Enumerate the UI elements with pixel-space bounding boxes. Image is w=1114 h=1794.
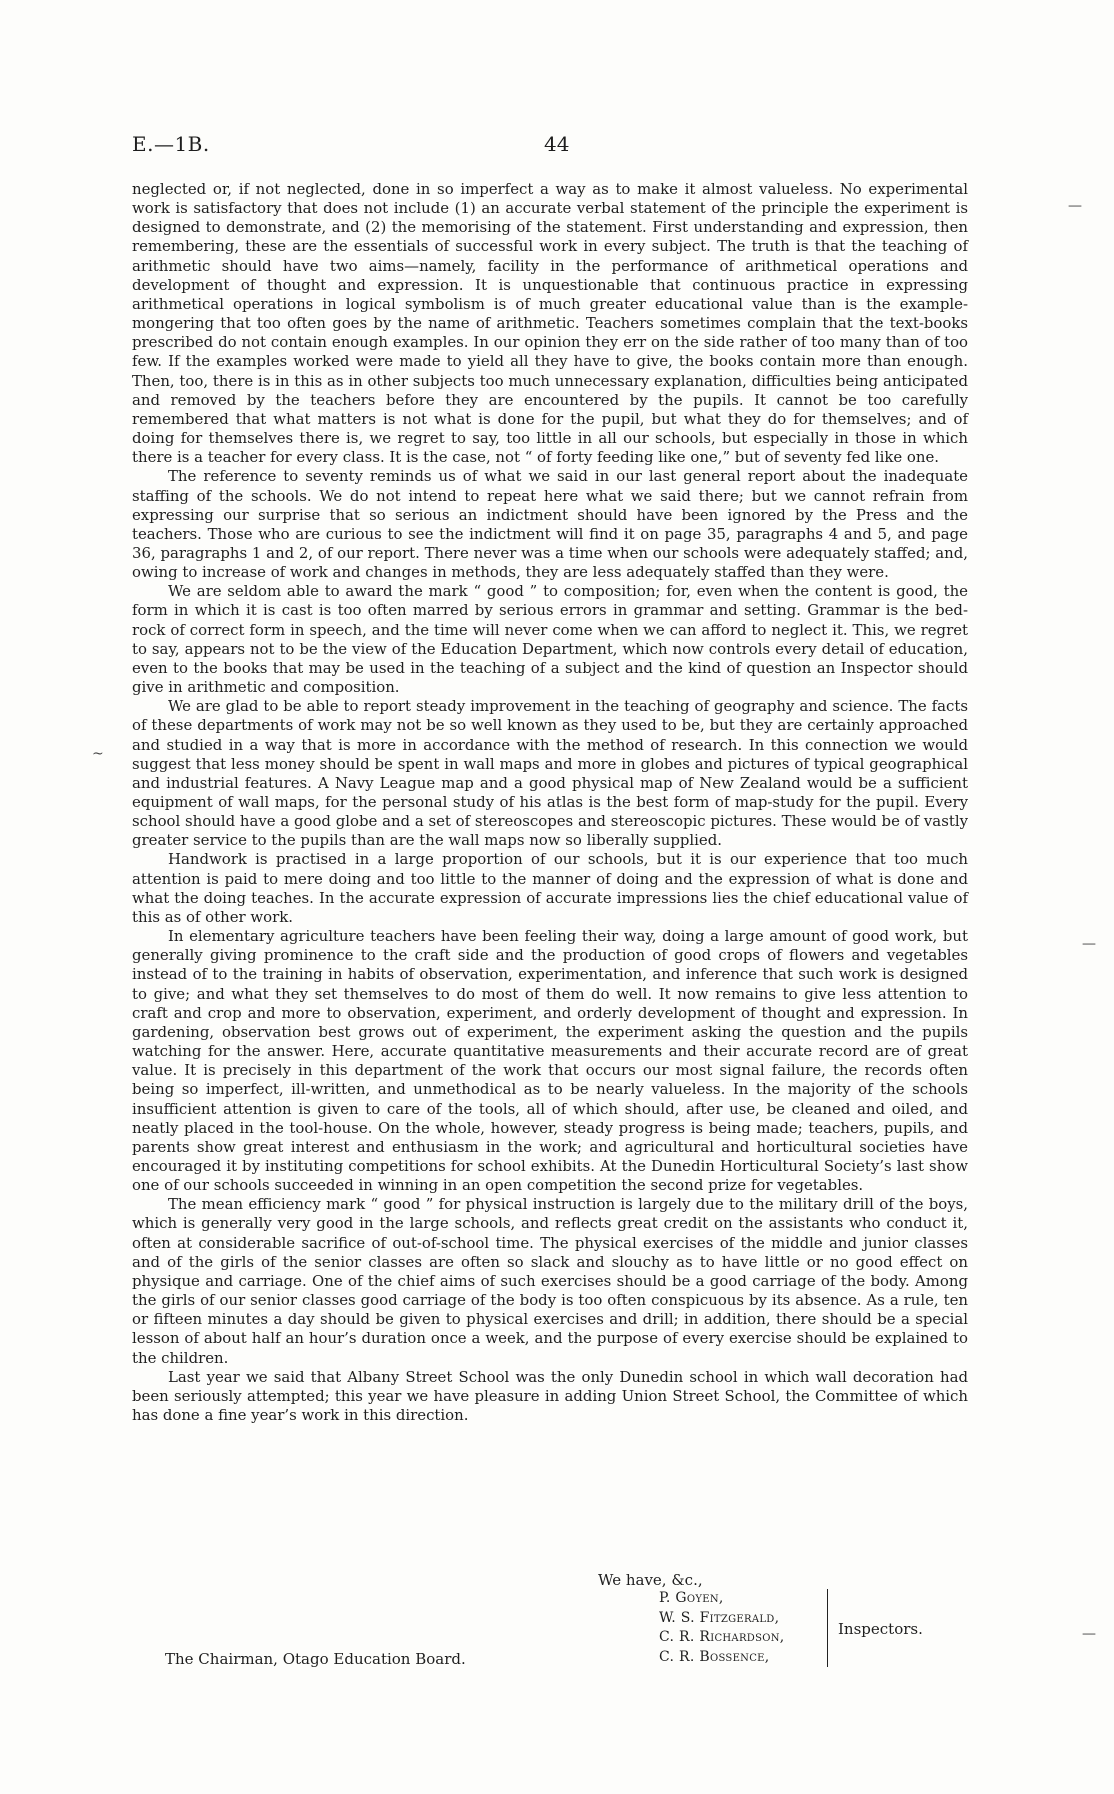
paragraph-geography-science: We are glad to be able to report steady improvement in the teaching of geography and science. The facts of these departments of work may not be so well known as they used to be, but they are certainly approached and studied in a way that is more in accordance with the method of research. In this connection we would suggest that less money should be spent in wall maps and more in globes and pictures of typical geographical and industrial features. A Navy League map and a good physical map of New Zealand would be a sufficient equipment of wall maps, for the personal study of his atlas is the best form of map-study for the pupil. Every school should have a good globe and a set of stereoscopes and stereoscopic pictures. These would be of vastly greater service to the pupils than are the wall maps now so liberally supplied. xyxy=(132,697,968,850)
margin-mark: ~ xyxy=(92,746,104,762)
signatory-role: Inspectors. xyxy=(838,1620,923,1638)
closing-salutation: We have, &c., xyxy=(598,1571,703,1589)
signatory: W. S. Fitzgerald, xyxy=(659,1609,780,1626)
paragraph-composition: We are seldom able to award the mark “ good ” to composition; for, even when the content is good, the form in which it is cast is too often marred by serious errors in grammar and setting. Grammar is the bed-rock of correct form in speech, and the time will never come when we can afford to neglect it. This, we regret to say, appears not to be the view of the Education Department, which now controls every detail of education, even to the books that may be used in the teaching of a subject and the kind of question an Inspector should give in arithmetic and composition. xyxy=(132,582,968,697)
paragraph-physical-instruction: The mean efficiency mark “ good ” for physical instruction is largely due to the military drill of the boys, which is generally very good in the large schools, and reflects great credit on the assistants who conduct it, often at considerable sacrifice of out-of-school time. The physical exercises of the middle and junior classes and of the girls of the senior classes are often so slack and slouchy as to have little or no good effect on physique and carriage. One of the chief aims of such exercises should be a good carriage of the body. Among the girls of our senior classes good carriage of the body is too often conspicuous by its absence. As a rule, ten or fifteen minutes a day should be given to physical exercises and drill; in addition, there should be a special lesson of about half an hour’s duration once a week, and the purpose of every exercise should be explained to the children. xyxy=(132,1195,968,1367)
signatory-brace xyxy=(827,1589,838,1667)
page-header xyxy=(132,132,1114,162)
margin-mark: — xyxy=(1082,1626,1096,1642)
report-body xyxy=(132,180,968,1425)
paragraph-arithmetic: neglected or, if not neglected, done in so imperfect a way as to make it almost valueless. No experimental work is satisfactory that does not include (1) an accurate verbal statement of the principle the experiment is designed to demonstrate, and (2) the memorising of the statement. First understanding and expression, then remembering, these are the essentials of successful work in every subject. The truth is that the teaching of arithmetic should have two aims—namely, facility in the performance of arithmetical operations and development of thought and expression. It is unquestionable that continuous practice in expressing arithmetical operations in logical symbolism is of much greater educational value than is the example-mongering that too often goes by the name of arithmetic. Teachers sometimes complain that the text-books prescribed do not contain enough examples. In our opinion they err on the side rather of too many than of too few. If the examples worked were made to yield all they have to give, the books contain more than enough. Then, too, there is in this as in other subjects too much unnecessary explanation, difficulties being anticipated and removed by the teachers before they are encountered by the pupils. It cannot be too carefully remembered that what matters is not what is done for the pupil, but what they do for themselves; and of doing for themselves there is, we regret to say, too little in all our schools, but especially in those in which there is a teacher for every class. It is the case, not “ of forty feeding like one,” but of seventy fed like one. xyxy=(132,180,968,467)
signatory-list xyxy=(659,1589,785,1667)
signatory: C. R. Bossence, xyxy=(659,1648,770,1665)
margin-mark: — xyxy=(1082,936,1096,952)
paragraph-agriculture: In elementary agriculture teachers have been feeling their way, doing a large amount of good work, but generally giving prominence to the craft side and the production of good crops of flowers and vegetables instead of to the training in habits of observation, experimentation, and inference that such work is designed to give; and what they set themselves to do most of them do well. It now remains to give less attention to craft and crop and more to observation, experiment, and orderly development of thought and expression. In gardening, observation best grows out of experiment, the experiment asking the question and the pupils watching for the answer. Here, accurate quantitative measurements and their accurate record are of great value. It is precisely in this department of the work that occurs our most signal failure, the records often being so imperfect, ill-written, and unmethodical as to be nearly valueless. In the majority of the schools insufficient attention is given to care of the tools, all of which should, after use, be cleaned and oiled, and neatly placed in the tool-house. On the whole, however, steady progress is being made; teachers, pupils, and parents show great interest and enthusiasm in the work; and agricultural and horticultural societies have encouraged it by instituting competitions for school exhibits. At the Dunedin Horticultural Society’s last show one of our schools succeeded in winning in an open competition the second prize for vegetables. xyxy=(132,927,968,1195)
signatory: C. R. Richardson, xyxy=(659,1629,785,1645)
addressee: The Chairman, Otago Education Board. xyxy=(165,1650,466,1668)
paragraph-handwork: Handwork is practised in a large proportion of our schools, but it is our experience that too much attention is paid to mere doing and too little to the manner of doing and the expression of what is done and what the doing teaches. In the accurate expression of accurate impressions lies the chief educational value of this as of other work. xyxy=(132,850,968,926)
signatory: P. Goyen, xyxy=(659,1590,724,1606)
paragraph-wall-decoration: Last year we said that Albany Street School was the only Dunedin school in which wall decoration had been seriously attempted; this year we have pleasure in adding Union Street School, the Committee of which has done a fine year’s work in this direction. xyxy=(132,1367,968,1424)
margin-mark: — xyxy=(1068,198,1082,214)
document-reference: E.—1B. xyxy=(132,132,210,156)
paragraph-staffing: The reference to seventy reminds us of what we said in our last general report about the inadequate staffing of the schools. We do not intend to repeat here what we said there; but we cannot refrain from expressing our surprise that so serious an indictment should have been ignored by the Press and the teachers. Those who are curious to see the indictment will find it on page 35, paragraphs 4 and 5, and page 36, paragraphs 1 and 2, of our report. There never was a time when our schools were adequately staffed; and, owing to increase of work and changes in methods, they are less adequately staffed than they were. xyxy=(132,467,968,582)
page-number: 44 xyxy=(544,132,570,156)
